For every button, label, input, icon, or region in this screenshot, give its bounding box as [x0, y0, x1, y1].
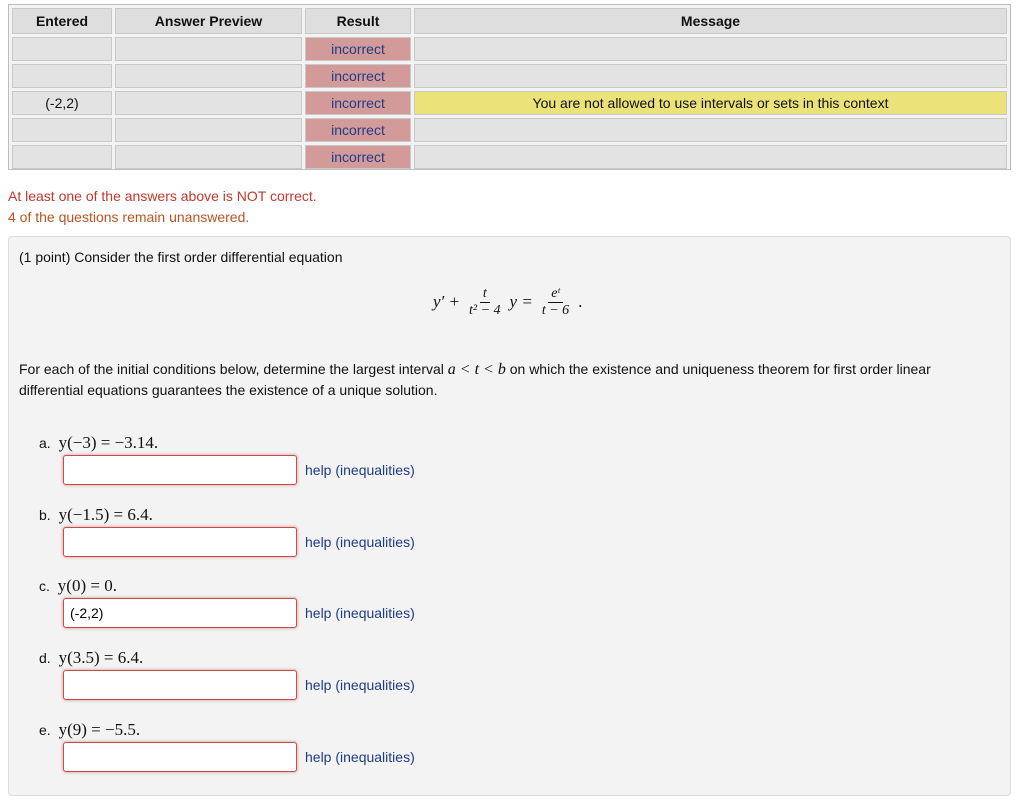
- equation-lhs: y′ +: [433, 292, 460, 311]
- entered-cell: [12, 118, 112, 142]
- result-cell: incorrect: [305, 145, 411, 169]
- instructions: [19, 359, 989, 400]
- instructions-text: For each of the initial conditions below, determine the largest interval: [19, 361, 448, 377]
- unanswered-message: 4 of the questions remain unanswered.: [8, 209, 250, 225]
- part-e: [39, 720, 415, 765]
- equation-mid: y =: [509, 292, 533, 311]
- part-c: [39, 576, 415, 621]
- help-link[interactable]: help (inequalities): [305, 462, 415, 478]
- part-label: a.: [39, 435, 51, 451]
- preview-cell: [115, 64, 302, 88]
- help-link[interactable]: help (inequalities): [305, 534, 415, 550]
- problem-intro: (1 point) Consider the first order differential equation: [19, 249, 343, 265]
- results-header-row: [12, 8, 1007, 34]
- help-link[interactable]: help (inequalities): [305, 749, 415, 765]
- header-entered: Entered: [12, 8, 112, 34]
- answer-input-c[interactable]: [63, 598, 297, 628]
- result-cell: incorrect: [305, 118, 411, 142]
- part-label: d.: [39, 650, 51, 666]
- entered-cell: (-2,2): [12, 91, 112, 115]
- result-cell: incorrect: [305, 37, 411, 61]
- fraction-denominator: t − 6: [541, 302, 570, 318]
- fraction-t-over-t2-minus-4: [466, 286, 504, 319]
- entered-cell: [12, 37, 112, 61]
- help-link[interactable]: help (inequalities): [305, 605, 415, 621]
- preview-cell: [115, 145, 302, 169]
- differential-equation: [433, 277, 582, 327]
- part-label: e.: [39, 722, 51, 738]
- answer-input-a[interactable]: [63, 455, 297, 485]
- header-result: Result: [305, 8, 411, 34]
- part-a: [39, 433, 415, 478]
- initial-condition: y(9) = −5.5.: [58, 720, 141, 739]
- preview-cell: [115, 91, 302, 115]
- instructions-text-end: on which the existence and uniqueness theorem for first order linear differential equations guarantees the existence of a unique solution.: [19, 361, 931, 398]
- help-link[interactable]: help (inequalities): [305, 677, 415, 693]
- initial-condition: y(−3) = −3.14.: [58, 433, 159, 452]
- preview-cell: [115, 37, 302, 61]
- part-d: [39, 648, 415, 693]
- part-label: b.: [39, 507, 51, 523]
- table-row: [12, 145, 1007, 169]
- entered-cell: [12, 145, 112, 169]
- not-correct-message: At least one of the answers above is NOT correct.: [8, 188, 317, 204]
- part-label: c.: [39, 578, 50, 594]
- answer-input-d[interactable]: [63, 670, 297, 700]
- message-cell: [414, 145, 1007, 169]
- entered-cell: [12, 64, 112, 88]
- header-message: Message: [414, 8, 1007, 34]
- table-row: [12, 91, 1007, 115]
- problem-panel: [8, 236, 1011, 796]
- result-cell: incorrect: [305, 91, 411, 115]
- result-cell: incorrect: [305, 64, 411, 88]
- preview-cell: [115, 118, 302, 142]
- message-cell: [414, 118, 1007, 142]
- initial-condition: y(3.5) = 6.4.: [58, 648, 144, 667]
- feedback-messages: [8, 186, 317, 228]
- equation-end: .: [578, 292, 583, 311]
- initial-condition: y(−1.5) = 6.4.: [58, 505, 153, 524]
- fraction-denominator: t² − 4: [469, 302, 501, 318]
- inequality: a < t < b: [447, 361, 506, 378]
- header-answer-preview: Answer Preview: [115, 8, 302, 34]
- fraction-numerator: eᵗ: [548, 286, 563, 303]
- initial-condition: y(0) = 0.: [57, 576, 117, 595]
- message-cell: [414, 37, 1007, 61]
- fraction-et-over-t-minus-6: [539, 286, 572, 319]
- table-row: [12, 37, 1007, 61]
- table-row: [12, 118, 1007, 142]
- part-b: [39, 505, 415, 550]
- answer-input-b[interactable]: [63, 527, 297, 557]
- message-cell: [414, 64, 1007, 88]
- fraction-numerator: t: [480, 286, 490, 303]
- results-table: [8, 4, 1011, 170]
- message-cell: You are not allowed to use intervals or sets in this context: [414, 91, 1007, 115]
- answer-input-e[interactable]: [63, 742, 297, 772]
- table-row: [12, 64, 1007, 88]
